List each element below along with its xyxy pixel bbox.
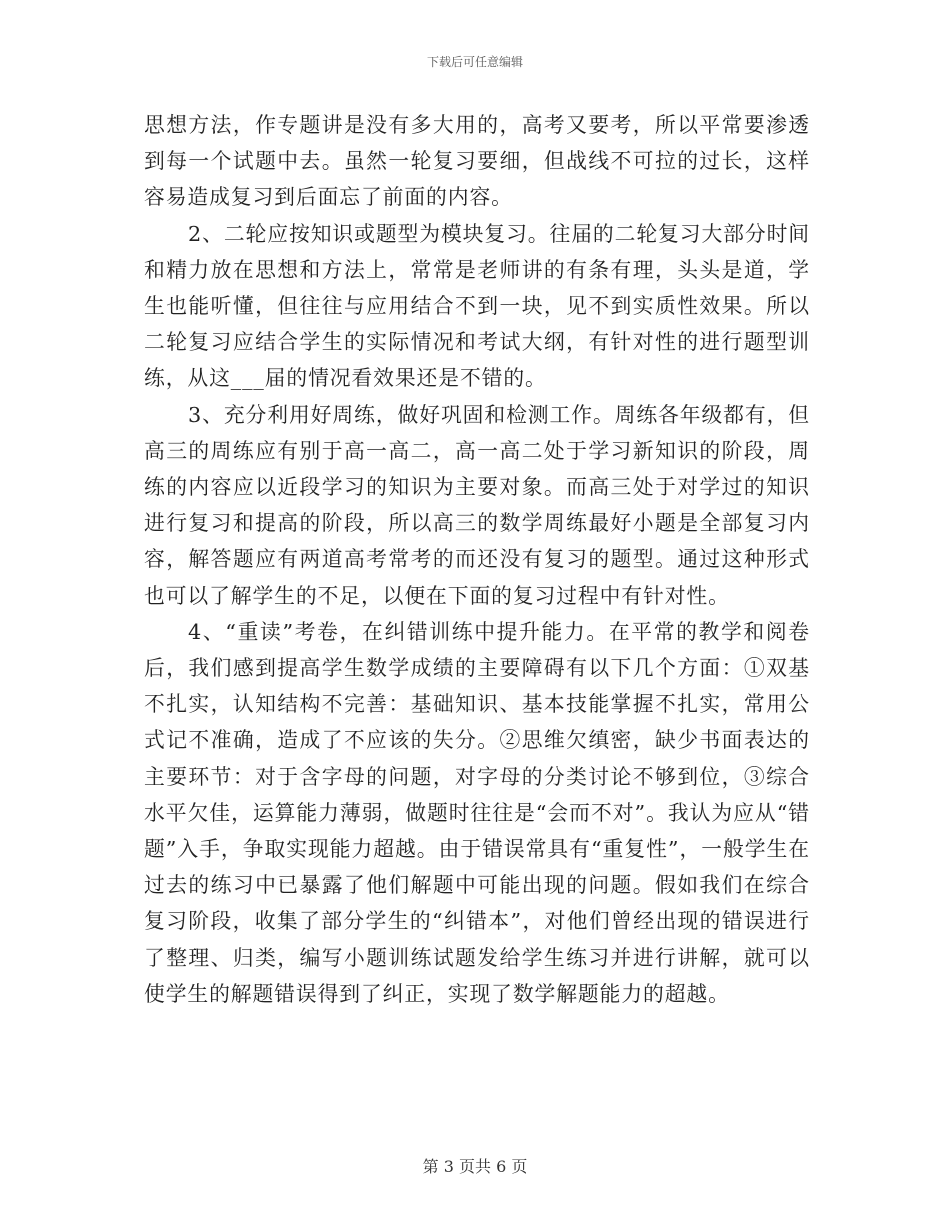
paragraph-item-4: 4、“重读”考卷，在纠错训练中提升能力。在平常的教学和阅卷后，我们感到提高学生数学成绩的主要障碍有以下几个方面：①双基不扎实，认知结构不完善：基础知识、基本技能掌握不扎实，常用公式记不准确，造成了不应该的失分。②思维欠缜密，缺少书面表达的主要环节：对于含字母的问题，对字母的分类讨论不够到位，③综合水平欠佳，运算能力薄弱，做题时往往是“会而不对”。我认为应从“错题”入手，争取实现能力超越。由于错误常具有“重复性”，一般学生在过去的练习中已暴露了他们解题中可能出现的问题。假如我们在综合复习阶段，收集了部分学生的“纠错本”，对他们曾经出现的错误进行了整理、归类，编写小题训练试题发给学生练习并进行讲解，就可以使学生的解题错误得到了纠正，实现了数学解题能力的超越。 bbox=[144, 619, 810, 1006]
paragraph-continuation: 思想方法，作专题讲是没有多大用的，高考又要考，所以平常要渗透到每一个试题中去。虽然一轮复习要细，但战线不可拉的过长，这样容易造成复习到后面忘了前面的内容。 bbox=[144, 113, 810, 210]
page-header: 下载后可任意编辑 bbox=[426, 55, 523, 69]
paragraph-item-2: 2、二轮应按知识或题型为模块复习。往届的二轮复习大部分时间和精力放在思想和方法上，常常是老师讲的有条有理，头头是道，学生也能听懂，但往往与应用结合不到一块，见不到实质性效果。所以二轮复习应结合学生的实际情况和考试大纲，有针对性的进行题型训练，从这___届的情况看效果还是不错的。 bbox=[144, 221, 810, 391]
paragraph-item-3: 3、充分利用好周练，做好巩固和检测工作。周练各年级都有，但高三的周练应有别于高一高二，高一高二处于学习新知识的阶段，周练的内容应以近段学习的知识为主要对象。而高三处于对学过的知识进行复习和提高的阶段，所以高三的数学周练最好小题是全部复习内容，解答题应有两道高考常考的而还没有复习的题型。通过这种形式也可以了解学生的不足，以便在下面的复习过程中有针对性。 bbox=[144, 402, 810, 608]
page-footer: 第 3 页共 6 页 bbox=[422, 1157, 528, 1176]
body-text bbox=[144, 107, 810, 1012]
